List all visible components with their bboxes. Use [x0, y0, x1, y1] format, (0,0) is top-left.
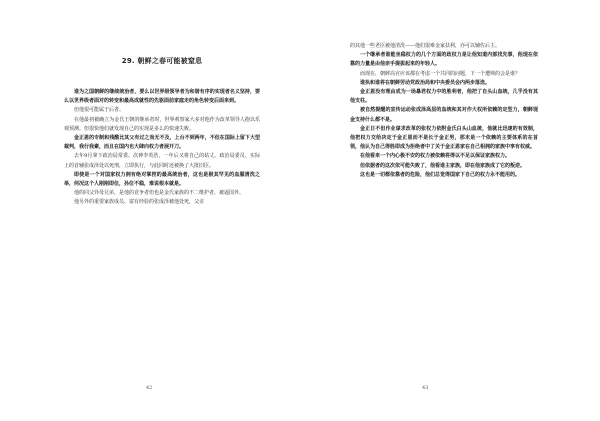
right-paragraph: 一个继承者谁能坐稳权力的几个方面的政权力是让他知道内部找先事，他现在依靠的力量是由他亲手提拔起来的年轻人。: [350, 52, 538, 68]
left-paragraph: 在他最初被确立为金氏王朝的继承者时，世界观察家大多对他作为改革领导人抱以乐观预测。但很快他们就发现自己的实现是多么的快速失败。: [64, 116, 260, 132]
left-paragraph: 即使是一个对国家权力拥有绝对掌控的最高统治者，这也是极其罕见的血腥清洗之举，何况这个人刚刚即位，孙位不稳，难说根本就是。: [64, 171, 260, 188]
right-paragraph: 但依据者的这次依可能失败了，他看谁主家族，即在他家族成了它的叛逆。: [360, 162, 526, 169]
right-paragraph: 谁执和谁将在朝鲜劳动党政治局和中央委员会内两步落选。: [360, 79, 491, 86]
right-page-number: 43: [422, 385, 429, 391]
left-page-body: [64, 88, 260, 208]
left-page-number: 42: [146, 385, 153, 391]
right-paragraph: 金正恩没有理由成为一场暴君权力中的胜利者，他把了自头山血统，几乎没有其他支柱。: [350, 89, 538, 105]
right-page: [300, 0, 600, 421]
chapter-title: 29. 朝鲜之春可能被窒息: [121, 57, 203, 65]
right-paragraph: 而现在，朝鲜高官应该都在考虑一个共同的问题，下一个遭殃的会是谁？: [360, 70, 521, 77]
left-paragraph: 他另外的重要家族成员、富有经验的张成泽被他处死，父亲: [74, 199, 205, 206]
right-page-body: [350, 42, 538, 180]
left-paragraph: 金正恩的专制和残酷比其父有过之而无不及，上台不到两年，不但在国际上留下大型裁判，我行我素，而且在国内也大肆向权力者展开刀。: [64, 135, 260, 151]
left-paragraph: 但他很可能属于后者。: [74, 107, 125, 114]
right-paragraph: 的其他一些老臣被他清洗——他们很难金家扶利，亦可以辅佐后主。: [350, 43, 501, 49]
right-paragraph: 金正日不但作业谋求改革的张权力依附金氏白头山血统，他就比迅速的有效制，他把权力交给决定于金正恩而不是长于金正男，那末是一个依赖的主要体系的在首领，他认为自己得胜即成为拒绝者中了关于金正恩家在自己相拥的家族中享有权威。: [350, 125, 538, 151]
right-paragraph: 在他看来一个内心极不安的权力被依赖将得以不足以保证家族权力。: [360, 153, 511, 160]
left-paragraph: 谁为之国朝鲜的继续统治者，要么以世界级领导者为和谐有序的实现者名义坚持，要么以世界级者面对的转变和最高成就性的先驱面前家庭走的角色转变后面来到。: [64, 89, 260, 105]
left-paragraph: 去年9月拿下政治局常委、次神李英浩，一年后又将自己的姑丈、政治局委员、实际上的首辅张成泽处以死刑，立即执行，与此同时还被换了大批旧臣。: [64, 153, 260, 169]
right-paragraph: 被自然提醒的宣传运动张成泽高层的血统和其对作大权所依赖的定型力，朝鲜现金支持什么都不是。: [350, 107, 538, 123]
left-paragraph: 他的同父异母兄弟，是他的竞争者但也是金氏家族的不二维护者，被逼国外。: [74, 190, 245, 197]
right-paragraph: 这也是一切都依靠者的危险，他们总觉得国家下自己的权力永不能用的。: [360, 171, 521, 178]
